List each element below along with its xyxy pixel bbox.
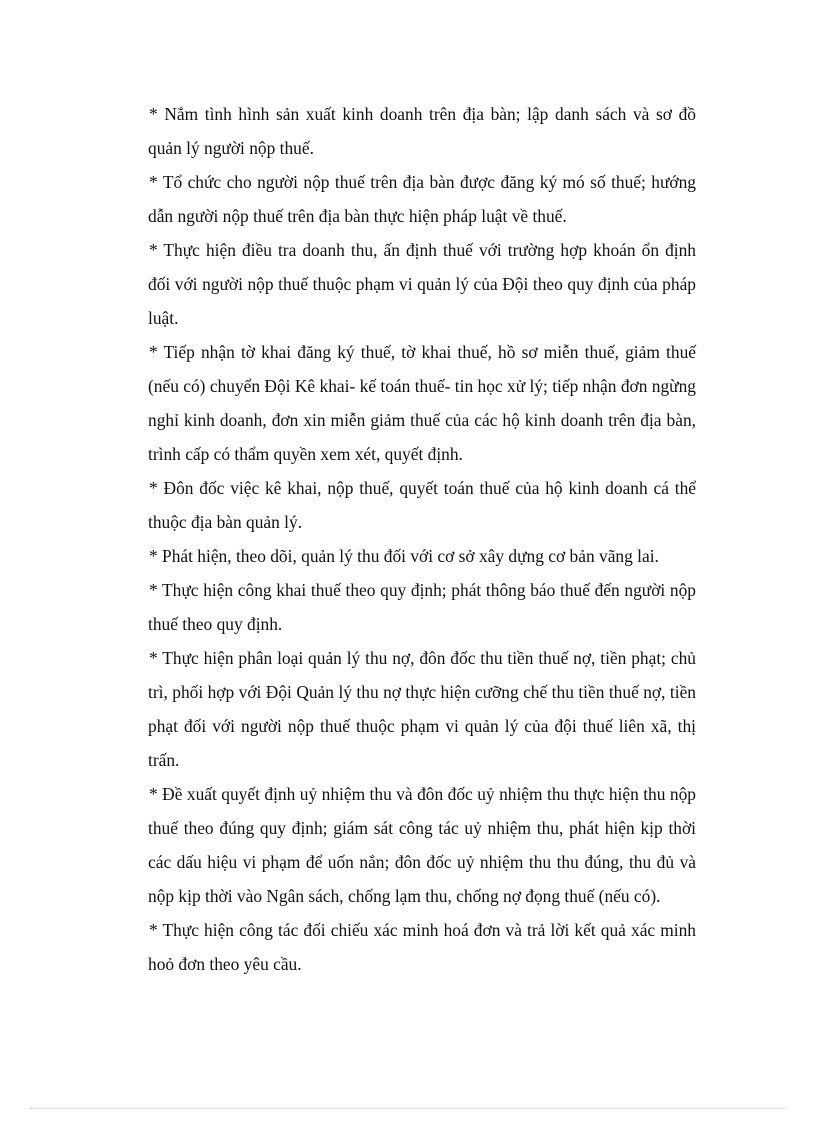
paragraph-4: * Tiếp nhận tờ khai đăng ký thuế, tờ khai thuế, hồ sơ miễn thuế, giảm thuế (nếu có) chuyển Đội Kê khai- kế toán thuế- tin học xử lý; tiếp nhận đơn ngừng nghỉ kinh doanh, đơn xin miễn giảm thuế của các hộ kinh doanh trên địa bàn, trình cấp có thẩm quyền xem xét, quyết định. [148, 342, 696, 464]
paragraph-10: * Thực hiện công tác đối chiếu xác minh hoá đơn và trả lời kết quả xác minh hoỏ đơn theo yêu cầu. [148, 920, 696, 974]
paragraph-2: * Tổ chức cho người nộp thuế trên địa bàn được đăng ký mó số thuế; hướng dẫn người nộp thuế trên địa bàn thực hiện pháp luật về thuế. [148, 172, 696, 226]
paragraph-8: * Thực hiện phân loại quản lý thu nợ, đôn đốc thu tiền thuế nợ, tiền phạt; chủ trì, phối hợp với Đội Quản lý thu nợ thực hiện cưỡng chế thu tiền thuế nợ, tiền phạt đối với người nộp thuế thuộc phạm vi quản lý của đội thuế liên xã, thị trấn. [148, 648, 696, 770]
document-body [148, 97, 696, 981]
paragraph-6: * Phát hiện, theo dõi, quản lý thu đối với cơ sở xây dựng cơ bản vãng lai. [149, 546, 659, 566]
paragraph-1: * Nắm tình hình sản xuất kinh doanh trên địa bàn; lập danh sách và sơ đồ quản lý người nộp thuế. [148, 104, 696, 158]
paragraph-3: * Thực hiện điều tra doanh thu, ấn định thuế với trường hợp khoán ổn định đối với người nộp thuế thuộc phạm vi quản lý của Đội theo quy định của pháp luật. [148, 240, 696, 328]
paragraph-7: * Thực hiện công khai thuế theo quy định; phát thông báo thuế đến người nộp thuế theo quy định. [148, 580, 696, 634]
paragraph-5: * Đôn đốc việc kê khai, nộp thuế, quyết toán thuế của hộ kinh doanh cá thể thuộc địa bàn quản lý. [148, 478, 696, 532]
paragraph-9: * Đề xuất quyết định uỷ nhiệm thu và đôn đốc uỷ nhiệm thu thực hiện thu nộp thuế theo đúng quy định; giám sát công tác uỷ nhiệm thu, phát hiện kịp thời các dấu hiệu vi phạm để uốn nắn; đôn đốc uỷ nhiệm thu thu đúng, thu đủ và nộp kịp thời vào Ngân sách, chống lạm thu, chống nợ đọng thuế (nếu có). [148, 784, 696, 906]
page-bottom-divider [30, 1108, 786, 1109]
